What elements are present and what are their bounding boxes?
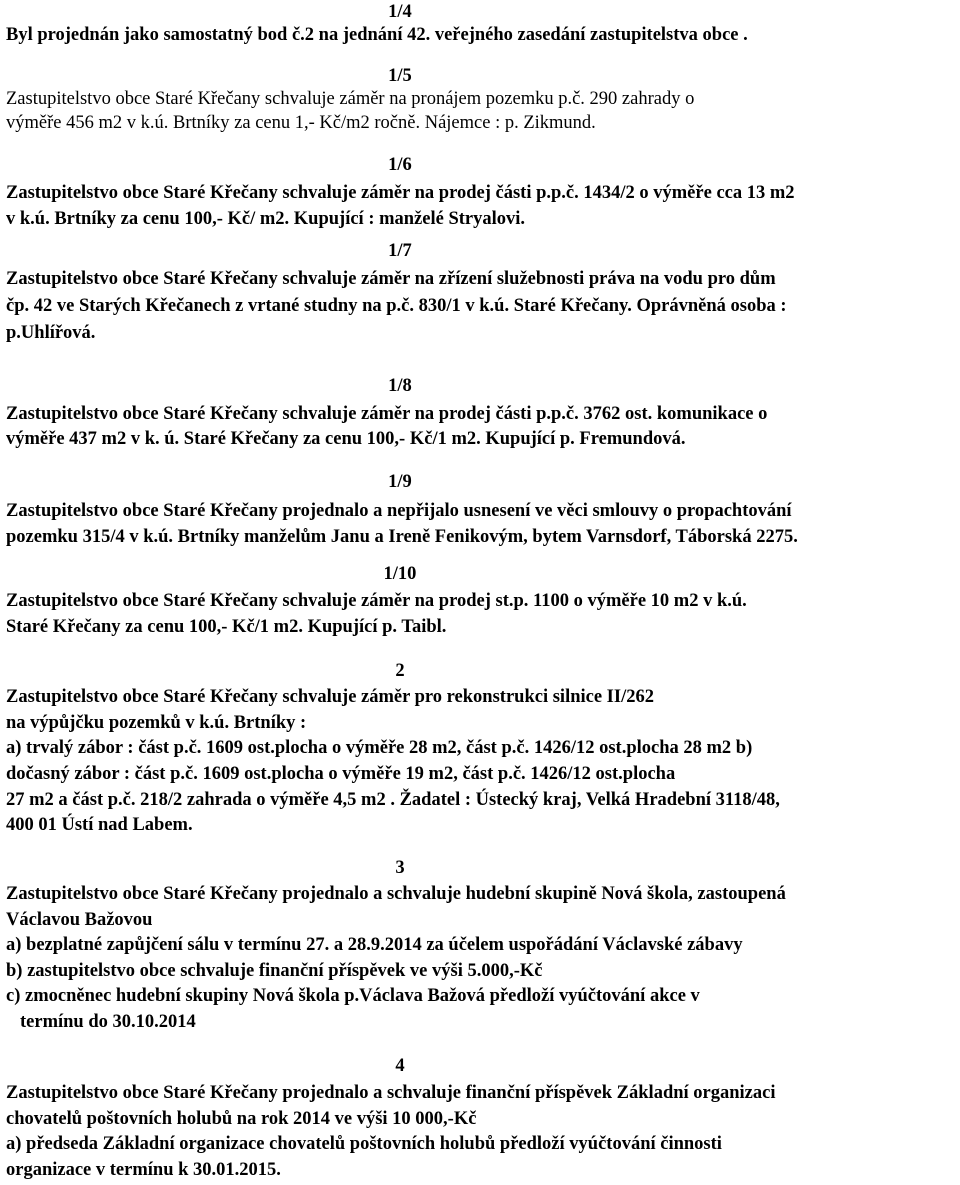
section-text-line: Zastupitelstvo obce Staré Křečany schvaluje záměr na prodej části p.p.č. 1434/2 o výměře cca 13 m2 [6,183,795,203]
section-text-line: dočasný zábor : část p.č. 1609 ost.plocha o výměře 19 m2, část p.č. 1426/12 ost.plocha [6,764,676,784]
section-text-line: a) trvalý zábor : část p.č. 1609 ost.plocha o výměře 28 m2, část p.č. 1426/12 ost.plocha 28 m2 b) [6,738,753,758]
section-text-line: chovatelů poštovních holubů na rok 2014 ve výši 10 000,-Kč [6,1109,477,1129]
section-text-line: p.Uhlířová. [6,323,96,343]
section-text-line: na výpůjčku pozemků v k.ú. Brtníky : [6,713,307,733]
section-text-line: Zastupitelstvo obce Staré Křečany projednalo a nepřijalo usnesení ve věci smlouvy o propachtování [6,501,792,521]
section-number: 1/8 [388,376,412,396]
section-text-line: a) bezplatné zapůjčení sálu v termínu 27. a 28.9.2014 za účelem uspořádání Václavské zábavy [6,935,743,955]
section-text-line: b) zastupitelstvo obce schvaluje finanční příspěvek ve výši 5.000,-Kč [6,961,543,981]
section-text-line: v k.ú. Brtníky za cenu 100,- Kč/ m2. Kupující : manželé Stryalovi. [6,209,526,229]
section-number: 1/4 [388,2,412,22]
section-text-line: Václavou Bažovou [6,910,153,930]
section-text-line: čp. 42 ve Starých Křečanech z vrtané studny na p.č. 830/1 v k.ú. Staré Křečany. Oprávněná osoba : [6,296,787,316]
section-text-line: termínu do 30.10.2014 [20,1012,196,1032]
section-text-line: výměře 456 m2 v k.ú. Brtníky za cenu 1,- Kč/m2 ročně. Nájemce : p. Zikmund. [6,113,596,133]
section-text-line: pozemku 315/4 v k.ú. Brtníky manželům Janu a Ireně Fenikovým, bytem Varnsdorf, Táborská 2275. [6,527,798,547]
section-number: 1/5 [388,66,412,86]
section-text-line: Zastupitelstvo obce Staré Křečany projednalo a schvaluje finanční příspěvek Základní organizaci [6,1083,776,1103]
section-text-line: výměře 437 m2 v k. ú. Staré Křečany za cenu 100,- Kč/1 m2. Kupující p. Fremundová. [6,429,686,449]
section-text-line: c) zmocněnec hudební skupiny Nová škola p.Václava Bažová předloží vyúčtování akce v [6,986,700,1006]
section-text-line: Zastupitelstvo obce Staré Křečany schvaluje záměr na prodej st.p. 1100 o výměře 10 m2 v k.ú. [6,591,747,611]
section-text-line: a) předseda Základní organizace chovatelů poštovních holubů předloží vyúčtování činnosti [6,1134,722,1154]
section-number: 1/10 [383,564,417,584]
section-number: 1/6 [388,155,412,175]
section-text-line: Zastupitelstvo obce Staré Křečany schvaluje záměr na prodej části p.p.č. 3762 ost. komunikace o [6,404,768,424]
section-text-line: 27 m2 a část p.č. 218/2 zahrada o výměře 4,5 m2 . Žadatel : Ústecký kraj, Velká Hradební 3118/48, [6,790,780,810]
section-number: 2 [395,661,405,681]
section-text-line: organizace v termínu k 30.01.2015. [6,1160,281,1180]
section-text-line: Zastupitelstvo obce Staré Křečany schvaluje záměr na zřízení služebnosti práva na vodu pro dům [6,269,776,289]
section-number: 3 [395,858,405,878]
section-text-line: Byl projednán jako samostatný bod č.2 na jednání 42. veřejného zasedání zastupitelstva obce . [6,25,748,45]
section-text-line: Zastupitelstvo obce Staré Křečany projednalo a schvaluje hudební skupině Nová škola, zastoupená [6,884,786,904]
section-text-line: Zastupitelstvo obce Staré Křečany schvaluje záměr pro rekonstrukci silnice II/262 [6,687,654,707]
section-text-line: Staré Křečany za cenu 100,- Kč/1 m2. Kupující p. Taibl. [6,617,447,637]
section-text-line: 400 01 Ústí nad Labem. [6,815,193,835]
section-text-line: Zastupitelstvo obce Staré Křečany schvaluje záměr na pronájem pozemku p.č. 290 zahrady o [6,89,695,109]
section-number: 1/9 [388,472,412,492]
section-number: 1/7 [388,241,412,261]
section-number: 4 [395,1056,405,1076]
